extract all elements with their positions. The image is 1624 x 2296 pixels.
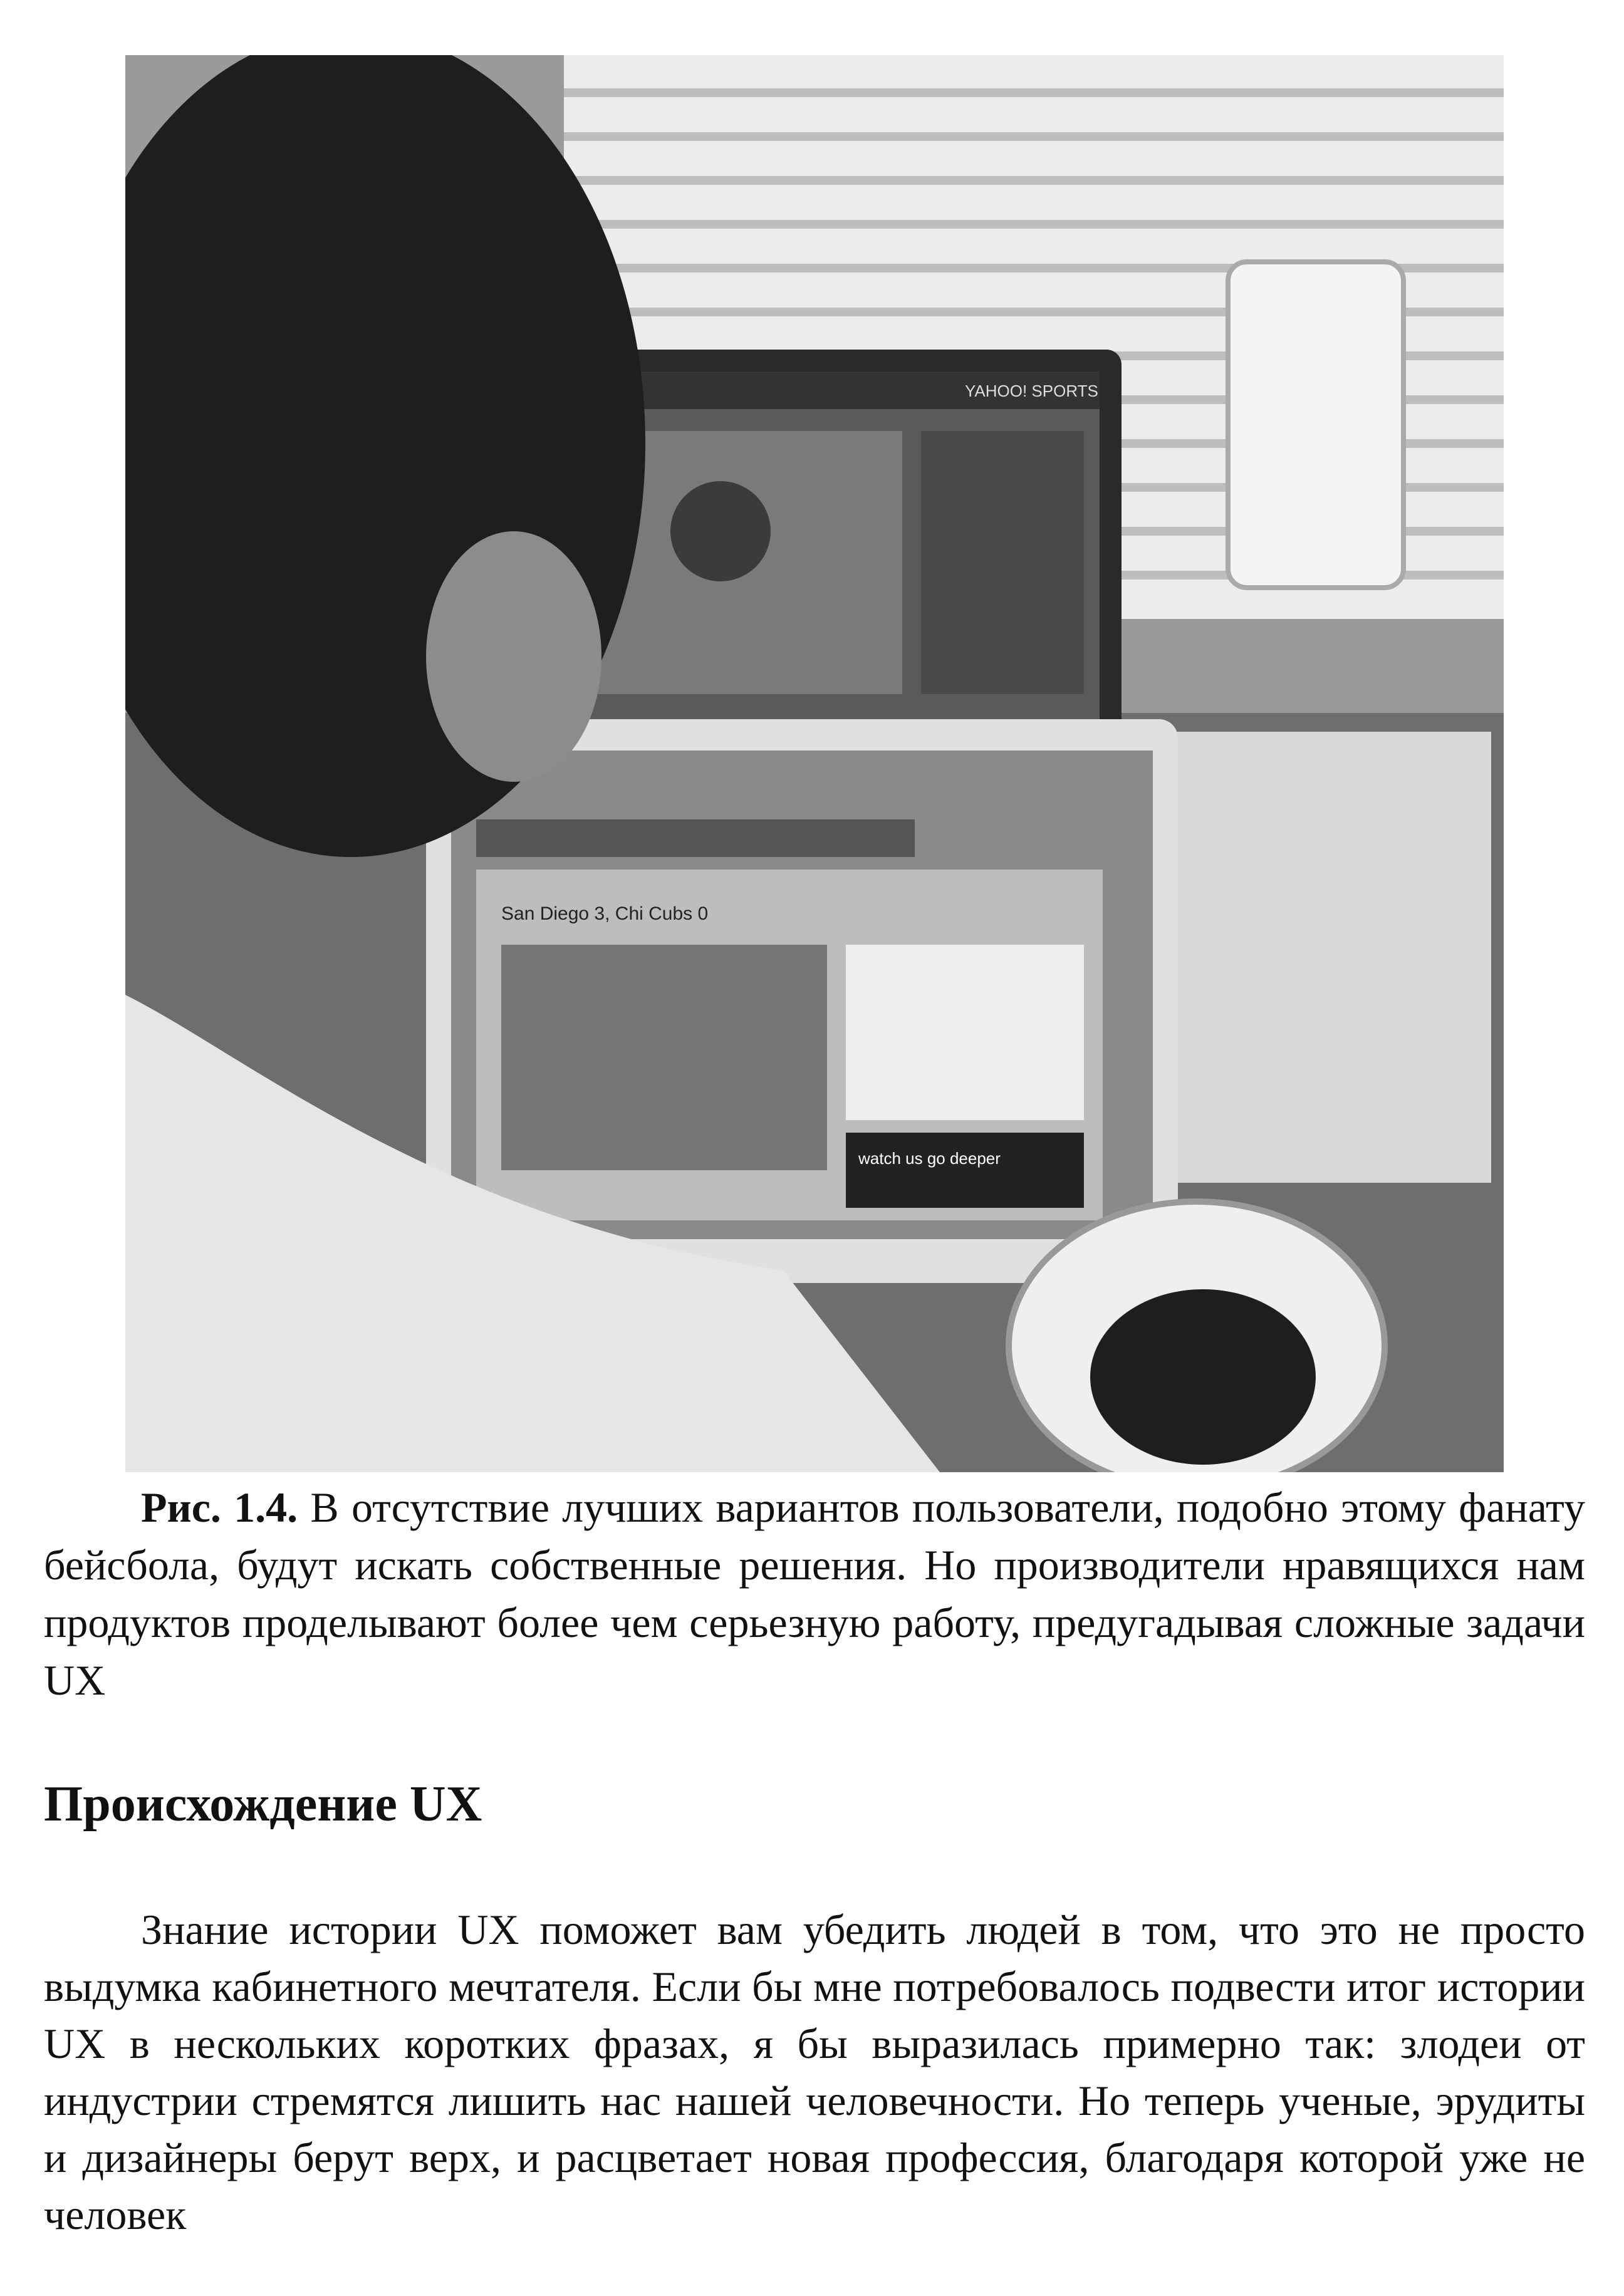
front-screen-title: San Diego 3, Chi Cubs 0	[501, 903, 709, 924]
front-screen-ad: watch us go deeper	[858, 1149, 1001, 1168]
figure-caption-text: В отсутствие лучших вариантов пользователи, подобно этому фанату бейсбола, будут искать собственные решения. Но производители нравящихся нам продуктов проделывают более чем серьезную работу, предугадывая сложные задачи UX	[44, 1483, 1585, 1704]
section-paragraph: Знание истории UX поможет вам убедить людей в том, что это не просто выдумка кабинетного мечтателя. Если бы мне потребовалось подвести итог истории UX в нескольких коротких фразах, я бы выразилась примерно так: злодеи от индустрии стремятся лишить нас нашей человечности. Но теперь ученые, эрудиты и дизайнеры берут верх, и расцветает новая профессия, благодаря которой уже не человек	[44, 1906, 1585, 2238]
section-title: Происхождение UX	[44, 1777, 482, 1832]
figure-caption-label: Рис. 1.4.	[141, 1483, 298, 1531]
glass	[1228, 262, 1403, 588]
back-screen-brand: YAHOO! SPORTS	[965, 382, 1098, 400]
figure-caption	[44, 1478, 1585, 1709]
baseball-fan-photo	[125, 55, 1504, 1472]
figure-photo	[125, 55, 1504, 1472]
